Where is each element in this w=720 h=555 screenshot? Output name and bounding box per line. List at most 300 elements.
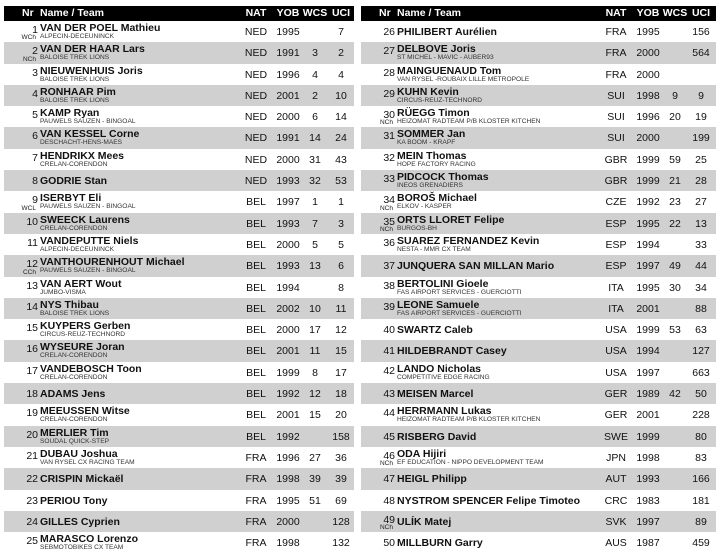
nationality: GER — [604, 388, 628, 401]
table-row — [4, 404, 354, 425]
table-header — [361, 6, 716, 21]
uci-ranking: 15 — [335, 345, 347, 358]
nationality: NED — [244, 175, 268, 188]
team-name: CIRCUS-REUZ-TECHNORD — [40, 331, 125, 339]
rider-name: NIEUWENHUIS Joris — [40, 64, 143, 77]
table-row — [4, 362, 354, 383]
year-of-birth: 1993 — [276, 260, 300, 273]
year-of-birth: 1997 — [276, 196, 300, 209]
team-name: COMPETITIVE EDGE RACING — [397, 373, 490, 381]
uci-ranking: 69 — [335, 494, 347, 507]
nationality: SUI — [607, 89, 625, 102]
rider-number: 19 — [26, 407, 38, 420]
nationality: BEL — [246, 260, 266, 273]
table-row — [361, 191, 716, 212]
rider-name: KAMP Ryan — [40, 107, 100, 120]
rider-name: JUNQUERA SAN MILLAN Mario — [397, 260, 555, 273]
rider-number: 31 — [383, 130, 395, 143]
year-of-birth: 1994 — [636, 345, 660, 358]
rider-number: 14 — [26, 300, 38, 313]
nationality: FRA — [245, 515, 267, 528]
world-cup-standing: 39 — [309, 473, 321, 486]
world-cup-standing: 3 — [312, 47, 318, 60]
year-of-birth: 2000 — [276, 515, 300, 528]
year-of-birth: 1998 — [636, 451, 660, 464]
world-cup-standing: 32 — [309, 175, 321, 188]
team-name: DESCHACHT-HENS-MAES — [40, 139, 123, 147]
rider-number: 45 — [383, 430, 395, 443]
year-of-birth: 1995 — [276, 494, 300, 507]
rider-name: PIDCOCK Thomas — [397, 171, 489, 184]
year-of-birth: 2001 — [636, 409, 660, 422]
world-cup-standing: 14 — [309, 132, 321, 145]
rider-name: GILLES Cyprien — [40, 515, 120, 528]
title-tag: WCh — [21, 34, 36, 42]
rider-number: 5 — [32, 109, 38, 122]
uci-ranking: 128 — [332, 515, 350, 528]
world-cup-standing: 8 — [312, 366, 318, 379]
uci-ranking: 459 — [692, 537, 710, 550]
world-cup-standing: 10 — [309, 302, 321, 315]
nationality: FRA — [245, 451, 267, 464]
rider-name: VAN DER POEL Mathieu — [40, 22, 161, 34]
rider-name: HILDEBRANDT Casey — [397, 345, 507, 358]
table-row — [361, 234, 716, 255]
world-cup-standing: 7 — [312, 217, 318, 230]
team-name: INEOS GRENADIERS — [397, 182, 463, 190]
year-of-birth: 1998 — [276, 473, 300, 486]
rider-number: 44 — [383, 407, 395, 420]
table-row — [361, 426, 716, 447]
table-row — [4, 277, 354, 298]
rider-name: VAN KESSEL Corne — [40, 128, 140, 141]
year-of-birth: 1999 — [636, 153, 660, 166]
table-row — [361, 21, 716, 42]
nationality: ITA — [608, 302, 624, 315]
world-cup-standing: 27 — [309, 451, 321, 464]
uci-ranking: 5 — [338, 238, 344, 251]
world-cup-standing: 15 — [309, 409, 321, 422]
uci-ranking: 14 — [335, 111, 347, 124]
table-row — [4, 468, 354, 489]
table-row — [361, 532, 716, 553]
rider-number: 28 — [383, 66, 395, 79]
rider-name: SWARTZ Caleb — [397, 324, 473, 337]
table-row — [361, 319, 716, 340]
rider-number: 17 — [26, 364, 38, 377]
world-cup-standing: 59 — [669, 153, 681, 166]
rider-name: SWEECK Laurens — [40, 213, 130, 226]
table-row — [361, 340, 716, 361]
team-name: BALOISE TREK LIONS — [40, 75, 110, 83]
team-name: FAS AIRPORT SERVICES - GUERCIOTTI — [397, 309, 522, 317]
uci-ranking: 199 — [692, 132, 710, 145]
year-of-birth: 1999 — [276, 366, 300, 379]
team-name: CRELAN-CORENDON — [40, 373, 108, 381]
table-row — [4, 106, 354, 127]
rider-number: 42 — [383, 364, 395, 377]
rider-name: LANDO Nicholas — [397, 362, 482, 375]
rider-number: 33 — [383, 173, 395, 186]
nationality: NED — [244, 132, 268, 145]
uci-ranking: 39 — [335, 473, 347, 486]
table-row — [361, 468, 716, 489]
year-of-birth: 1998 — [636, 89, 660, 102]
rider-name: HERRMANN Lukas — [397, 405, 492, 418]
rider-number: 13 — [26, 279, 38, 292]
rider-number: 10 — [26, 215, 38, 228]
rider-name: BERTOLINI Gioele — [397, 277, 489, 290]
rider-number: 43 — [383, 388, 395, 401]
year-of-birth: 1995 — [636, 26, 660, 38]
rider-name: RÜEGG Timon — [397, 107, 470, 120]
title-tag: NCh — [379, 225, 393, 233]
header-yob: YOB — [636, 7, 660, 19]
rider-name: KUHN Kevin — [397, 85, 459, 98]
world-cup-standing: 5 — [312, 238, 318, 251]
rider-number: 11 — [27, 236, 38, 249]
rider-number: 24 — [26, 515, 38, 528]
nationality: NED — [244, 68, 268, 81]
rider-name: ADAMS Jens — [40, 388, 106, 401]
uci-ranking: 12 — [335, 324, 347, 337]
year-of-birth: 1992 — [276, 388, 300, 401]
nationality: ITA — [608, 281, 624, 294]
world-cup-standing: 23 — [669, 196, 681, 209]
nationality: BEL — [246, 281, 266, 294]
rider-number: 32 — [383, 151, 395, 164]
nationality: FRA — [605, 26, 627, 38]
nationality: AUS — [605, 537, 627, 550]
rider-number: 8 — [32, 175, 38, 188]
nationality: USA — [605, 345, 627, 358]
header-nr: Nr — [379, 7, 391, 19]
uci-ranking: 11 — [335, 302, 347, 315]
rider-number: 9 — [32, 194, 38, 207]
uci-ranking: 2 — [338, 47, 344, 60]
uci-ranking: 1 — [338, 196, 344, 209]
uci-ranking: 20 — [335, 409, 347, 422]
team-name: BALOISE TREK LIONS — [40, 309, 110, 317]
year-of-birth: 1991 — [276, 132, 300, 145]
table-row — [4, 255, 354, 276]
team-name: SOUDAL QUICK-STEP — [40, 437, 110, 445]
nationality: BEL — [246, 430, 266, 443]
uci-ranking: 228 — [692, 409, 710, 422]
nationality: BEL — [246, 409, 266, 422]
uci-ranking: 8 — [338, 281, 344, 294]
year-of-birth: 2001 — [276, 345, 300, 358]
uci-ranking: 6 — [338, 260, 344, 273]
uci-ranking: 181 — [692, 494, 710, 507]
nationality: NED — [244, 89, 268, 102]
rider-number: 21 — [26, 449, 38, 462]
table-row — [4, 42, 354, 63]
world-cup-standing: 30 — [669, 281, 681, 294]
table-row — [4, 383, 354, 404]
team-name: FAS AIRPORT SERVICES - GUERCIOTTI — [397, 288, 522, 296]
year-of-birth: 1993 — [636, 473, 660, 486]
rider-name: GODRIE Stan — [40, 175, 108, 188]
nationality: GBR — [604, 153, 628, 166]
year-of-birth: 1998 — [276, 537, 300, 550]
rider-number: 46 — [383, 449, 395, 462]
world-cup-standing: 51 — [309, 494, 321, 507]
table-row — [361, 511, 716, 532]
team-name: SEBMOTOBIKES CX TEAM — [40, 544, 124, 552]
table-row — [361, 404, 716, 425]
rider-name: MILLBURN Garry — [397, 537, 483, 550]
year-of-birth: 1992 — [276, 430, 300, 443]
header-wcs: WCS — [302, 7, 328, 19]
rider-name: SUAREZ FERNANDEZ Kevin — [397, 234, 540, 247]
year-of-birth: 1996 — [276, 68, 300, 81]
uci-ranking: 19 — [695, 111, 707, 124]
world-cup-standing: 49 — [669, 260, 681, 273]
team-name: BALOISE TREK LIONS — [40, 96, 110, 104]
uci-ranking: 127 — [692, 345, 710, 358]
rider-number: 49 — [383, 513, 395, 526]
nationality: ESP — [605, 260, 627, 273]
rider-number: 4 — [32, 87, 38, 100]
rider-number: 1 — [32, 24, 38, 36]
nationality: FRA — [245, 494, 267, 507]
table-row — [361, 447, 716, 468]
uci-ranking: 53 — [335, 175, 347, 188]
rider-name: VANDEBOSCH Toon — [40, 362, 142, 375]
team-name: CRELAN-CORENDON — [40, 352, 108, 360]
nationality: BEL — [246, 196, 266, 209]
rider-name: MAINGUENAUD Tom — [397, 64, 502, 77]
year-of-birth: 1996 — [276, 451, 300, 464]
table-row — [4, 532, 354, 553]
world-cup-standing: 6 — [312, 111, 318, 124]
uci-ranking: 89 — [695, 515, 707, 528]
nationality: CZE — [605, 196, 627, 209]
world-cup-standing: 42 — [669, 388, 681, 401]
table-row — [4, 149, 354, 170]
uci-ranking: 43 — [335, 153, 347, 166]
rider-name: KUYPERS Gerben — [40, 320, 131, 333]
header-yob: YOB — [276, 7, 300, 19]
uci-ranking: 33 — [695, 238, 707, 251]
table-row — [361, 255, 716, 276]
rider-name: RISBERG David — [397, 430, 477, 443]
header-uci: UCI — [691, 7, 711, 19]
team-name: KA BOOM - KRAPF — [397, 139, 456, 147]
rider-name: VAN AERT Wout — [40, 277, 122, 290]
nationality: JPN — [606, 451, 626, 464]
table-row — [361, 42, 716, 63]
year-of-birth: 1996 — [636, 111, 660, 124]
world-cup-standing: 53 — [669, 324, 681, 337]
uci-ranking: 13 — [695, 217, 707, 230]
team-name: BURGOS-BH — [397, 224, 437, 232]
nationality: FRA — [605, 68, 627, 81]
team-name: BALOISE TREK LIONS — [40, 54, 110, 62]
year-of-birth: 2000 — [636, 47, 660, 60]
world-cup-standing: 2 — [312, 89, 318, 102]
team-name: CRELAN-CORENDON — [40, 416, 108, 424]
nationality: AUT — [605, 473, 627, 486]
header-uci: UCI — [331, 7, 351, 19]
table-row — [361, 277, 716, 298]
rider-name: HEIGL Philipp — [397, 473, 467, 486]
table-row — [4, 64, 354, 85]
nationality: BEL — [246, 217, 266, 230]
table-row — [4, 511, 354, 532]
table-row — [4, 234, 354, 255]
year-of-birth: 1992 — [636, 196, 660, 209]
uci-ranking: 10 — [335, 89, 347, 102]
table-row — [4, 191, 354, 212]
year-of-birth: 1995 — [276, 26, 300, 38]
rider-name: ODA Hijiri — [397, 447, 447, 460]
header-name-team: Name / Team — [40, 7, 104, 19]
uci-ranking: 28 — [695, 175, 707, 188]
rider-name: MEIN Thomas — [397, 149, 467, 162]
start-list-table-left — [4, 6, 354, 553]
table-row — [4, 490, 354, 511]
rider-name: VANDEPUTTE Niels — [40, 234, 139, 247]
rider-name: NYSTROM SPENCER Felipe Timoteo — [397, 494, 580, 507]
uci-ranking: 36 — [335, 451, 347, 464]
team-name: JUMBO-VISMA — [40, 288, 86, 296]
table-row — [361, 85, 716, 106]
rider-name: WYSEURE Joran — [40, 341, 125, 354]
table-row — [361, 213, 716, 234]
rider-name: ULÍK Matej — [397, 515, 452, 528]
team-name: ALPECIN-DECEUNINCK — [40, 245, 115, 253]
header-name-team: Name / Team — [397, 7, 461, 19]
title-tag: NCh — [22, 55, 36, 63]
nationality: BEL — [246, 388, 266, 401]
uci-ranking: 166 — [692, 473, 710, 486]
year-of-birth: 1999 — [636, 324, 660, 337]
world-cup-standing: 12 — [309, 388, 321, 401]
year-of-birth: 2000 — [276, 324, 300, 337]
year-of-birth: 2001 — [636, 302, 660, 315]
year-of-birth: 1994 — [276, 281, 300, 294]
uci-ranking: 88 — [695, 302, 707, 315]
rider-name: ISERBYT Eli — [40, 192, 102, 205]
table-row — [4, 127, 354, 148]
rider-number: 36 — [383, 236, 395, 249]
uci-ranking: 44 — [695, 260, 707, 273]
nationality: FRA — [605, 47, 627, 60]
rider-name: MEEUSSEN Witse — [40, 405, 130, 418]
year-of-birth: 2002 — [276, 302, 300, 315]
rider-name: PERIOU Tony — [40, 494, 108, 507]
year-of-birth: 1997 — [636, 515, 660, 528]
uci-ranking: 18 — [335, 388, 347, 401]
team-name: CRELAN-CORENDON — [40, 224, 108, 232]
year-of-birth: 1989 — [636, 388, 660, 401]
team-name: PAUWELS SAUZEN - BINGOAL — [40, 118, 136, 126]
title-tag: NCh — [379, 119, 393, 127]
uci-ranking: 132 — [332, 537, 350, 550]
rider-number: 25 — [26, 535, 38, 548]
world-cup-standing: 9 — [672, 89, 678, 102]
nationality: NED — [244, 153, 268, 166]
year-of-birth: 1997 — [636, 366, 660, 379]
title-tag: NCh — [379, 204, 393, 212]
year-of-birth: 1999 — [636, 175, 660, 188]
table-row — [4, 21, 354, 42]
world-cup-standing: 13 — [309, 260, 321, 273]
uci-ranking: 27 — [695, 196, 707, 209]
year-of-birth: 2000 — [276, 111, 300, 124]
team-name: HEIZOMAT RADTEAM P/B KLOSTER KITCHEN — [397, 118, 541, 126]
rider-number: 34 — [383, 194, 395, 207]
nationality: BEL — [246, 324, 266, 337]
uci-ranking: 25 — [695, 153, 707, 166]
nationality: CRC — [604, 494, 628, 507]
rider-number: 12 — [26, 258, 38, 271]
rider-name: VANTHOURENHOUT Michael — [40, 256, 185, 269]
table-row — [361, 64, 716, 85]
team-name: ELKOV - KASPER — [397, 203, 452, 211]
title-tag: NCh — [379, 524, 393, 532]
rider-name: BOROŠ Michael — [397, 192, 477, 205]
nationality: SUI — [607, 132, 625, 145]
uci-ranking: 156 — [692, 26, 710, 38]
uci-ranking: 158 — [332, 430, 350, 443]
uci-ranking: 63 — [695, 324, 707, 337]
nationality: BEL — [246, 238, 266, 251]
team-name: HEIZOMAT RADTEAM P/B KLOSTER KITCHEN — [397, 416, 541, 424]
year-of-birth: 1997 — [636, 260, 660, 273]
world-cup-standing: 17 — [309, 324, 321, 337]
rider-name: DUBAU Joshua — [40, 447, 118, 460]
rider-number: 15 — [26, 322, 38, 335]
year-of-birth: 1987 — [636, 537, 660, 550]
table-row — [361, 149, 716, 170]
world-cup-standing: 22 — [669, 217, 681, 230]
table-row — [361, 170, 716, 191]
rider-number: 39 — [383, 300, 395, 313]
rider-name: MERLIER Tim — [40, 426, 109, 439]
nationality: NED — [244, 47, 268, 60]
table-row — [361, 106, 716, 127]
year-of-birth: 2000 — [636, 132, 660, 145]
nationality: BEL — [246, 302, 266, 315]
rider-number: 40 — [383, 324, 395, 337]
rider-number: 47 — [383, 473, 395, 486]
nationality: SUI — [607, 111, 625, 124]
year-of-birth: 1991 — [276, 47, 300, 60]
title-tag: WCL — [21, 204, 36, 212]
team-name: VAN RYSEL CX RACING TEAM — [40, 458, 135, 466]
table-row — [361, 127, 716, 148]
table-row — [4, 170, 354, 191]
uci-ranking: 80 — [695, 430, 707, 443]
table-row — [4, 298, 354, 319]
nationality: GBR — [604, 175, 628, 188]
year-of-birth: 2000 — [636, 68, 660, 81]
year-of-birth: 1995 — [636, 217, 660, 230]
start-list-table-right — [361, 6, 716, 553]
rider-name: MEISEN Marcel — [397, 388, 474, 401]
nationality: GER — [604, 409, 628, 422]
table-row — [361, 383, 716, 404]
team-name: ST MICHEL - MAVIC - AUBER93 — [397, 54, 494, 62]
rider-name: MARASCO Lorenzo — [40, 533, 138, 546]
uci-ranking: 50 — [695, 388, 707, 401]
nationality: BEL — [246, 345, 266, 358]
rider-number: 22 — [26, 473, 38, 486]
rider-number: 50 — [383, 537, 395, 550]
